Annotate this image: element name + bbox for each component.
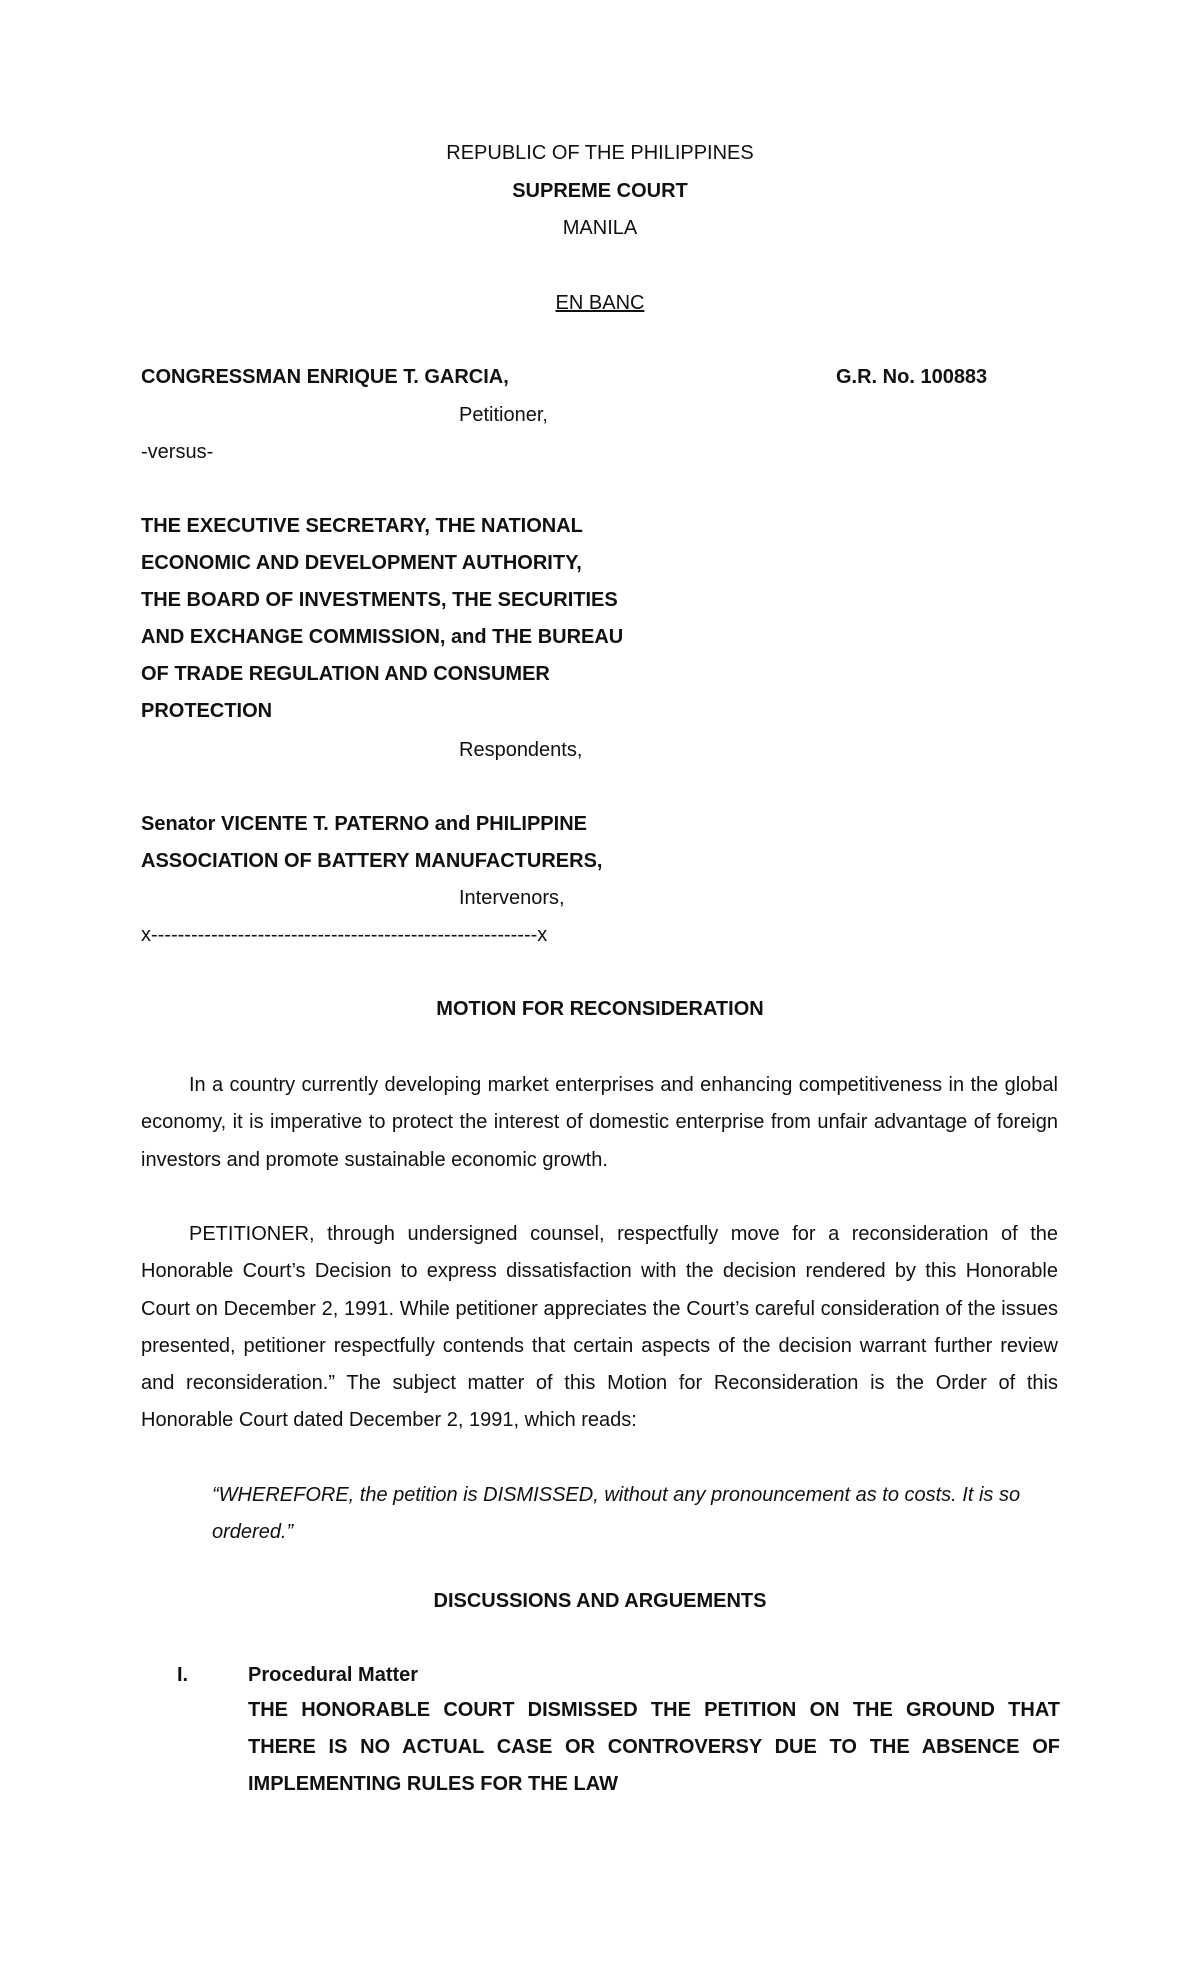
country-heading: REPUBLIC OF THE PHILIPPINES bbox=[446, 142, 754, 164]
intervenors-block bbox=[141, 806, 602, 880]
court-heading: SUPREME COURT bbox=[512, 180, 688, 202]
division-wrapper bbox=[0, 292, 1200, 315]
respondents-line: ECONOMIC AND DEVELOPMENT AUTHORITY, bbox=[141, 552, 582, 574]
intro-paragraph bbox=[141, 1067, 1058, 1179]
intervenors-line: ASSOCIATION OF BATTERY MANUFACTURERS, bbox=[141, 850, 603, 872]
respondents-line: THE EXECUTIVE SECRETARY, THE NATIONAL bbox=[141, 515, 583, 537]
versus-label: -versus- bbox=[141, 441, 214, 463]
section-text: THE HONORABLE COURT DISMISSED THE PETITION ON THE GROUND THAT THERE IS NO ACTUAL CASE OR CONTROVERSY DUE TO THE ABSENCE OF IMPLEMENTING RULES FOR THE LAW bbox=[248, 1699, 1060, 1795]
respondents-line: THE BOARD OF INVESTMENTS, THE SECURITIES bbox=[141, 589, 618, 611]
petitioner-name: CONGRESSMAN ENRIQUE T. GARCIA, bbox=[141, 366, 509, 388]
discussion-title: DISCUSSIONS AND ARGUEMENTS bbox=[433, 1590, 767, 1612]
respondents-block bbox=[141, 508, 623, 730]
respondents-line: PROTECTION bbox=[141, 700, 273, 722]
section-number: I. bbox=[177, 1664, 189, 1686]
petitioner-paragraph bbox=[141, 1216, 1058, 1440]
respondents-line: AND EXCHANGE COMMISSION, and THE BUREAU bbox=[141, 626, 624, 648]
petitioner-paragraph-text: PETITIONER, through undersigned counsel, respectfully move for a reconsideration of the Honorable Court’s Decision to express dissatisfaction with the decision rendered by this Honorable Court on December 2, 1991. While petitioner appreciates the Court’s careful consideration of the issues presented, petitioner respectfully contends that certain aspects of the decision warrant further review and reconsideration.” The subject matter of this Motion for Reconsideration is the Order of this Honorable Court dated December 2, 1991, which reads: bbox=[141, 1223, 1058, 1432]
intervenors-line: Senator VICENTE T. PATERNO and PHILIPPINE bbox=[141, 813, 587, 835]
intro-paragraph-text: In a country currently developing market enterprises and enhancing competitiveness in the global economy, it is imperative to protect the interest of domestic enterprise from unfair advantage of foreign investors and promote sustainable economic growth. bbox=[141, 1074, 1058, 1171]
motion-title: MOTION FOR RECONSIDERATION bbox=[436, 998, 764, 1020]
division-heading: EN BANC bbox=[555, 292, 645, 314]
city-heading: MANILA bbox=[562, 217, 638, 239]
petitioner-role: Petitioner, bbox=[459, 404, 548, 426]
dispositive-quote: “WHEREFORE, the petition is DISMISSED, without any pronouncement as to costs. It is so ordered.” bbox=[212, 1484, 1021, 1543]
section-heading: Procedural Matter bbox=[248, 1664, 419, 1686]
case-number: G.R. No. 100883 bbox=[836, 366, 988, 388]
caption-divider: x----------------------------------------------------------x bbox=[141, 924, 548, 946]
respondents-role: Respondents, bbox=[459, 739, 583, 761]
respondents-line: OF TRADE REGULATION AND CONSUMER bbox=[141, 663, 550, 685]
intervenors-role: Intervenors, bbox=[459, 887, 565, 909]
